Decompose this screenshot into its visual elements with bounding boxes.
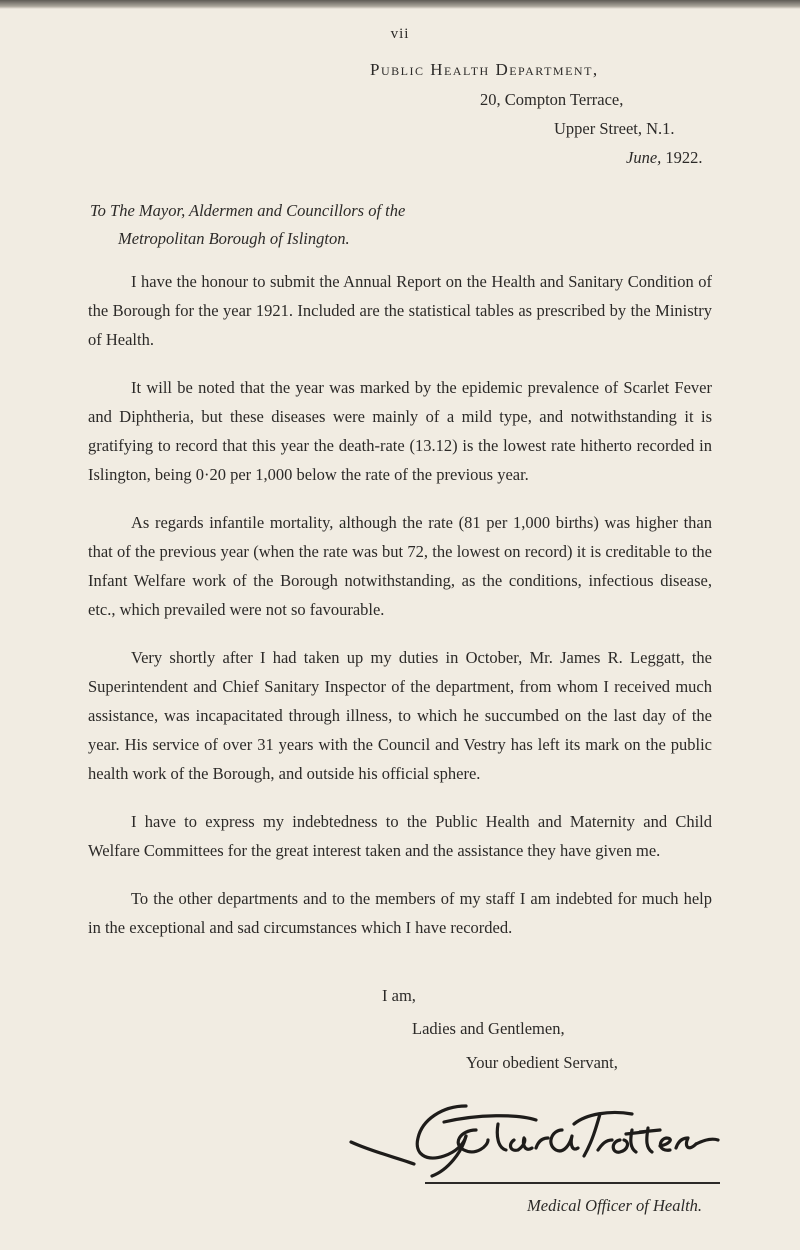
paragraph: As regards infantile mortality, although the rate (81 per 1,000 births) was higher than that of the previous year (when the rate was but 72, the lowest on record) it is creditable to the Infant Welfare work of the Borough notwithstanding, as the conditions, infectious disease, etc., which prevailed were not so favourable. — [88, 513, 712, 619]
closing-valediction: Your obedient Servant, — [466, 1053, 618, 1072]
letter-body — [88, 267, 712, 961]
signatory-title: Medical Officer of Health. — [527, 1196, 703, 1215]
date-year: 1922. — [665, 148, 703, 167]
page-top-edge — [0, 0, 800, 9]
paragraph: I have the honour to submit the Annual Report on the Health and Sanitary Condition of the Borough for the year 1921. Included are the statistical tables as prescribed by the Ministry of Health. — [88, 272, 712, 349]
addressee — [90, 197, 405, 253]
closing-salutation: Ladies and Gentlemen, — [412, 1019, 565, 1038]
date-month: June, — [626, 148, 662, 167]
paragraph: To the other departments and to the members of my staff I am indebted for much help in the exceptional and sad circumstances which I have recorded. — [88, 889, 712, 937]
page-number: vii — [390, 26, 410, 42]
addressee-line-1: To The Mayor, Aldermen and Councillors of the — [90, 201, 406, 220]
paragraph: It will be noted that the year was marked by the epidemic prevalence of Scarlet Fever and Diphtheria, but these diseases were mainly of a mild type, and notwithstanding it is gratifying to record that this year the death-rate (13.12) is the lowest rate hitherto recorded in Islington, being 0·20 per 1,000 below the rate of the previous year. — [88, 378, 712, 484]
addressee-line-2: Metropolitan Borough of Islington. — [118, 229, 350, 248]
handwritten-signature — [348, 1100, 728, 1180]
paragraph: I have to express my indebtedness to the Public Health and Maternity and Child Welfare Committees for the great interest taken and the assistance they have given me. — [88, 812, 712, 860]
signature-rule — [425, 1182, 720, 1184]
address-line-2: Upper Street, N.1. — [554, 119, 675, 138]
paragraph: Very shortly after I had taken up my duties in October, Mr. James R. Leggatt, the Superintendent and Chief Sanitary Inspector of the department, from whom I received much assistance, was incapacitated through illness, to which he succumbed on the last day of the year. His service of over 31 years with the Council and Vestry has left its mark on the public health work of the Borough, and outside his official sphere. — [88, 648, 712, 783]
address-line-1: 20, Compton Terrace, — [480, 90, 624, 109]
letter-date — [626, 148, 703, 168]
department-name: Public Health Department, — [370, 60, 599, 79]
closing-line-1: I am, — [382, 986, 416, 1005]
